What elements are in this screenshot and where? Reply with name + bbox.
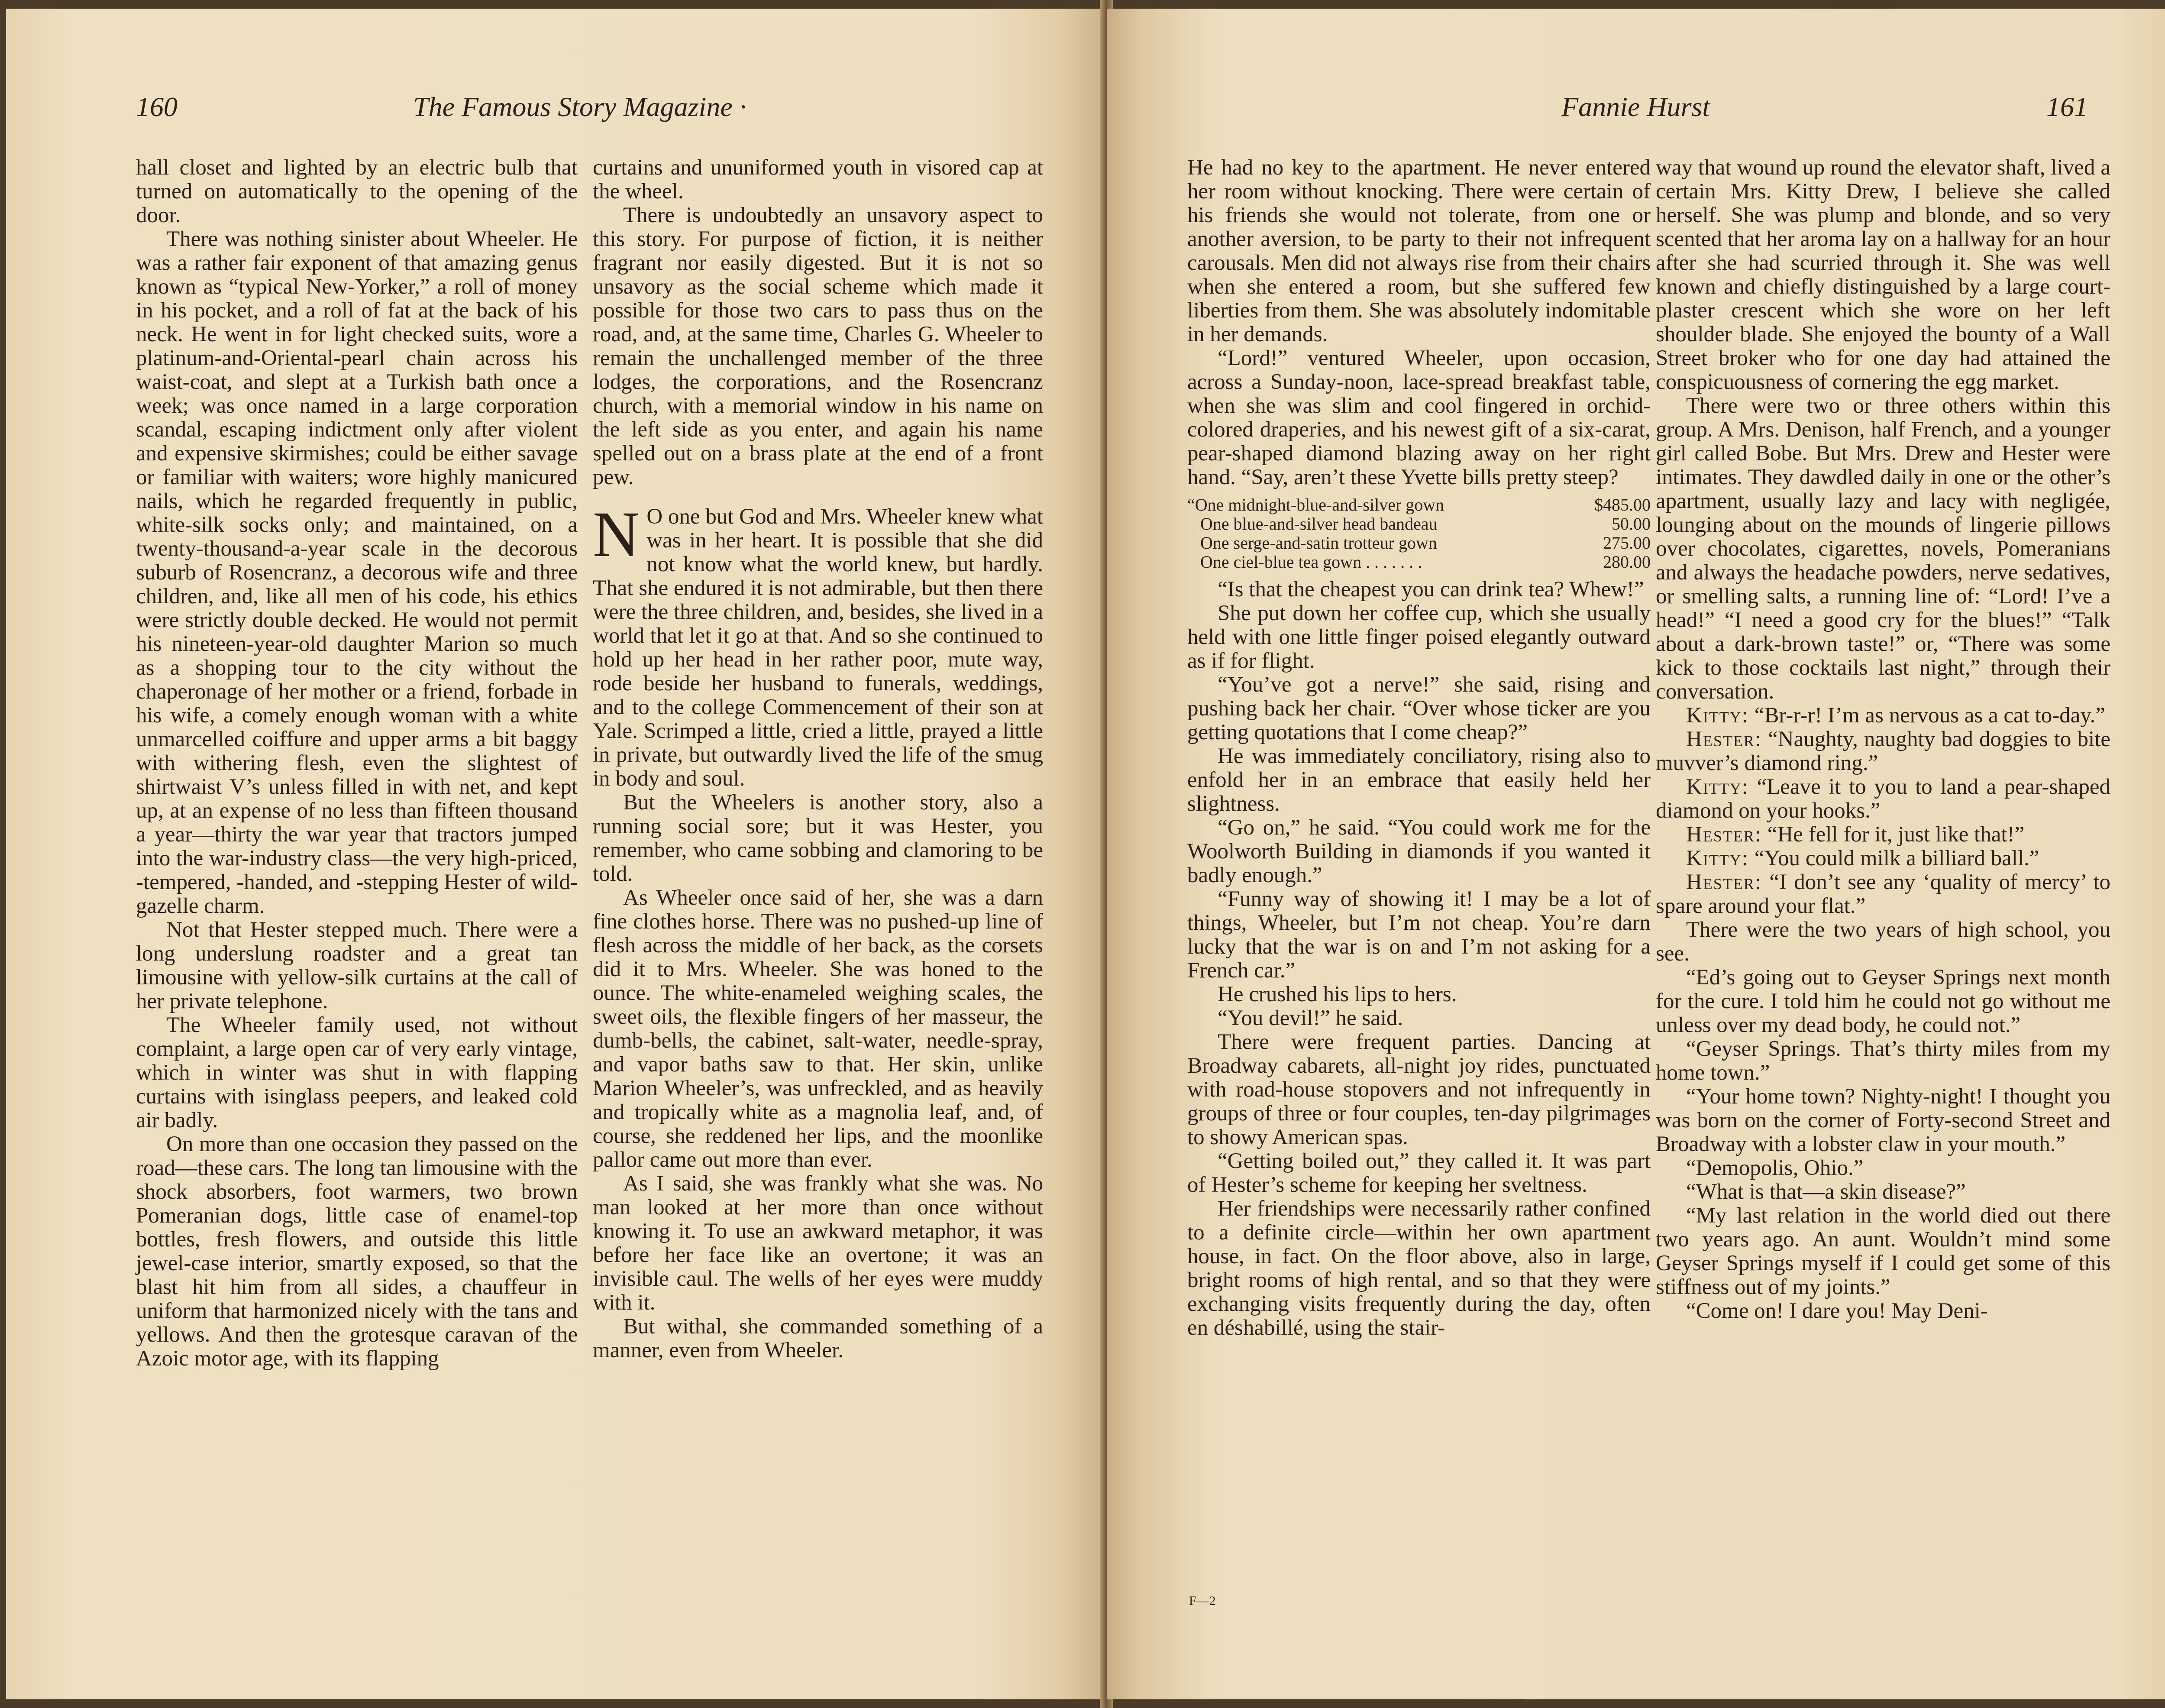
dialogue-line	[1656, 847, 2110, 870]
bill-amount: 50.00	[1612, 514, 1651, 534]
dialogue-text: “Naughty, naughty bad doggies to bite muvver’s diamond ring.”	[1656, 727, 2110, 775]
dialogue-line	[1656, 775, 2110, 823]
paragraph: As Wheeler once said of her, she was a darn fine clothes horse. There was no pushed-up line of flesh across the middle of her back, as the corsets did it to Mrs. Wheeler. She was honed to the ounce. The white-enameled weighing scales, the sweet oils, the flexible fingers of her masseur, the dumb-bells, the cabinet, salt-water, needle-spray, and vapor baths saw to that. Her skin, unlike Marion Wheeler’s, was unfreckled, and as heavily and tropically white as a magnolia leaf, and, of course, she reddened her lips, and the moonlike pallor came out more than ever.	[593, 886, 1043, 1172]
paragraph: “Ed’s going out to Geyser Springs next month for the cure. I told him he could not go without me unless over my dead body, he could not.”	[1656, 965, 2110, 1037]
paragraph: He had no key to the apartment. He never entered her room without knocking. There were certain of his friends she would not tolerate, from one or another aversion, to be party to their not infrequent carousals. Men did not always rise from their chairs when she entered a room, but she suffered few liberties from them. She was absolutely indomitable in her demands.	[1187, 155, 1651, 346]
dialogue-text: “Br-r-r! I’m as nervous as a cat to-day.”	[1748, 703, 2105, 728]
paragraph: “Demopolis, Ohio.”	[1686, 1156, 1864, 1180]
paragraph: “What is that—a skin disease?”	[1686, 1180, 1966, 1204]
paragraph: Not that Hester stepped much. There were a long underslung roadster and a great tan limousine with yellow-silk curtains at the call of her private telephone.	[136, 918, 578, 1013]
speaker-name: Hester:	[1686, 727, 1762, 751]
paragraph: “You devil!” he said.	[1218, 1006, 1403, 1030]
paragraph: “You’ve got a nerve!” she said, rising and pushing back her chair. “Over whose ticker are you getting quotations that I come cheap?”	[1187, 673, 1651, 744]
bill-row	[1187, 495, 1651, 514]
speaker-name: Hester:	[1686, 870, 1762, 894]
dropcap-letter: N	[593, 498, 640, 570]
running-head-right: Fannie Hurst	[1561, 91, 1710, 122]
bill-row	[1187, 553, 1651, 572]
paragraph: But the Wheelers is another story, also a running social sore; but it was Hester, you remember, who came sobbing and clamoring to be told.	[593, 790, 1043, 886]
bill-list	[1187, 495, 1651, 572]
bill-amount: $485.00	[1594, 495, 1651, 514]
paragraph: “Go on,” he said. “You could work me for the Woolworth Building in diamonds if you wanted it badly enough.”	[1187, 815, 1651, 887]
bill-row	[1187, 534, 1651, 553]
paragraph: hall closet and lighted by an electric bulb that turned on automatically to the opening of the door.	[136, 155, 578, 227]
dropcap-paragraph: N O one but God and Mrs. Wheeler knew what was in her heart. It is possible that she did not know what the world knew, but hardly. That she endured it is not admirable, but then there were the three children, and, besides, she lived in a world that let it go at that. And so she continued to hold up her head in her rather poor, mute way, rode beside her husband to funerals, weddings, and to the college Commencement of their son at Yale. Scrimped a little, cried a little, prayed a little in private, but outwardly lived the life of the smug in body and soul.	[593, 498, 1043, 791]
bill-item: “One midnight-blue-and-silver gown	[1187, 495, 1444, 514]
left-column-2	[593, 156, 1043, 1362]
bill-item: One blue-and-silver head bandeau	[1200, 514, 1438, 534]
speaker-name: Kitty:	[1686, 703, 1749, 728]
paragraph: There were the two years of high school, you see.	[1656, 918, 2110, 966]
speaker-name: Kitty:	[1686, 775, 1749, 799]
paragraph: There were two or three others within this group. A Mrs. Denison, half French, and a younger girl called Bobe. But Mrs. Drew and Hester were intimates. They dawdled daily in one or the other’s apartment, usually lazy and lacy with negligée, lounging about on the mounds of lingerie pillows over chocolates, cigarettes, novels, Pomeranians and always the headache powders, nerve sedatives, or smelling salts, a running line of: “Lord! I’ve a head!” “I need a good cry for the blues!” “Talk about a dark-brown taste!” or, “There was some kick to those cocktails last night,” through their conversation.	[1656, 394, 2110, 704]
paragraph: There were frequent parties. Dancing at Broadway cabarets, all-night joy rides, punctuated with road-house stopovers and not infrequently in groups of three or four couples, ten-day pilgrimages to showy American spas.	[1187, 1030, 1651, 1149]
paragraph: “Geyser Springs. That’s thirty miles from my home town.”	[1656, 1037, 2110, 1085]
bill-item: One ciel-blue tea gown . . . . . . .	[1200, 552, 1422, 572]
paragraph: She put down her coffee cup, which she usually held with one little finger poised elegantly outward as if for flight.	[1187, 601, 1651, 673]
paragraph: The Wheeler family used, not without complaint, a large open car of very early vintage, which in winter was shut in with flapping curtains with isinglass peepers, and leaked cold air badly.	[136, 1013, 578, 1132]
paragraph: But withal, she commanded something of a manner, even from Wheeler.	[593, 1314, 1043, 1362]
paragraph: He crushed his lips to hers.	[1218, 982, 1457, 1006]
speaker-name: Kitty:	[1686, 846, 1749, 870]
dialogue-line	[1656, 728, 2110, 775]
dialogue-text: “I don’t see any ‘quality of mercy’ to spare around your flat.”	[1656, 870, 2110, 918]
dialogue-text: “You could milk a billiard ball.”	[1748, 846, 2039, 870]
dialogue-text: “Leave it to you to land a pear-shaped diamond on your hooks.”	[1656, 775, 2110, 823]
right-page	[1107, 9, 2165, 1699]
dialogue-line	[1656, 823, 2110, 847]
paragraph: Her friendships were necessarily rather confined to a definite circle—within her own apartment house, in fact. On the floor above, also in large, bright rooms of high rental, and so that they were exchanging visits frequently during the day, often en déshabillé, using the stair-	[1187, 1197, 1651, 1340]
running-head-left: The Famous Story Magazine ·	[413, 91, 746, 122]
page-number-right: 161	[2046, 91, 2088, 122]
bill-row	[1187, 514, 1651, 534]
paragraph: “Getting boiled out,” they called it. It was part of Hester’s scheme for keeping her sveltness.	[1187, 1149, 1651, 1197]
paragraph: There was nothing sinister about Wheeler. He was a rather fair exponent of that amazing genus known as “typical New-Yorker,” a roll of money in his pocket, and a roll of fat at the back of his neck. He went in for light checked suits, wore a platinum-and-Oriental-pearl chain across his waist-coat, and slept at a Turkish bath once a week; was once named in a large corporation scandal, escaping indictment only after violent and expensive skirmishes; could be either savage or familiar with waiters; wore highly manicured nails, which he regarded frequently in public, white-silk socks only; and maintained, on a twenty-thousand-a-year scale in the decorous suburb of Rosencranz, a decorous wife and three children, and, like all men of his code, his ethics were strictly double decked. He would not permit his nineteen-year-old daughter Marion so much as a shopping tour to the city without the chaperonage of her mother or a friend, forbade in his wife, a comely enough woman with a white unmarcelled coiffure and upper arms a bit baggy with withering flesh, even the slightest of shirtwaist V’s unless filled in with net, and kept up, at an expense of no less than fifteen thousand a year—thirty the war year that tractors jumped into the war-industry class—the very high-priced, -tempered, -handed, and -stepping Hester of wild-gazelle charm.	[136, 227, 578, 918]
paragraph: curtains and ununiformed youth in visored cap at the wheel.	[593, 155, 1043, 204]
left-page	[6, 9, 1106, 1699]
dialogue-line	[1656, 704, 2110, 728]
page-number-left: 160	[136, 91, 178, 122]
bill-item: One serge-and-satin trotteur gown	[1200, 533, 1437, 553]
paragraph: “Your home town? Nighty-night! I thought you was born on the corner of Forty-second Street and Broadway with a lobster claw in your mouth.”	[1656, 1084, 2110, 1156]
speaker-name: Hester:	[1686, 822, 1762, 847]
paragraph: “Lord!” ventured Wheeler, upon occasion, across a Sunday-noon, lace-spread breakfast table, when she was slim and cool fingered in orchid-colored draperies, and his newest gift of a six-carat, pear-shaped diamond blazing away on her right hand. “Say, aren’t these Yvette bills pretty steep?	[1187, 346, 1651, 489]
paragraph: On more than one occasion they passed on the road—these cars. The long tan limousine with the shock absorbers, foot warmers, two brown Pomeranian dogs, little case of enamel-top bottles, fresh flowers, and outside this little jewel-case interior, smartly exposed, so that the blast hit him from all sides, a chauffeur in uniform that harmonized nicely with the tans and yellows. And then the grotesque caravan of the Azoic motor age, with its flapping	[136, 1132, 578, 1371]
bill-amount: 280.00	[1603, 552, 1651, 572]
signature-mark: F—2	[1189, 1594, 1216, 1608]
right-column-2	[1656, 156, 2110, 1323]
paragraph: “Come on! I dare you! May Deni-	[1686, 1299, 1988, 1323]
paragraph: “Funny way of showing it! I may be a lot of things, Wheeler, but I’m not cheap. You’re darn lucky that the war is on and I’m not asking for a French car.”	[1187, 887, 1651, 983]
paragraph: He was immediately conciliatory, rising also to enfold her in an embrace that easily held her slightness.	[1187, 744, 1651, 816]
dialogue-line	[1656, 870, 2110, 918]
paragraph: “My last relation in the world died out there two years ago. An aunt. Wouldn’t mind some Geyser Springs myself if I could get some of this stiffness out of my joints.”	[1656, 1203, 2110, 1299]
right-column-1	[1187, 156, 1651, 1340]
paragraph: There is undoubtedly an unsavory aspect to this story. For purpose of fiction, it is neither fragrant nor easily digested. But it is not so unsavory as the social scheme which made it possible for those two cars to pass thus on the road, and, at the same time, Charles G. Wheeler to remain the unchallenged member of the three lodges, the corporations, and the Rosencranz church, with a memorial window in his name on the left side as you enter, and again his name spelled out on a brass plate at the end of a front pew.	[593, 203, 1043, 489]
paragraph: As I said, she was frankly what she was. No man looked at her more than once without knowing it. To use an awkward metaphor, it was before her face like an overtone; it was an invisible caul. The wells of her eyes were muddy with it.	[593, 1171, 1043, 1315]
paragraph: way that wound up round the elevator shaft, lived a certain Mrs. Kitty Drew, I believe she called herself. She was plump and blonde, and so very scented that her aroma lay on a hallway for an hour after she had scurried through it. She was well known and chiefly distinguished by a large court-plaster crescent which she wore on her left shoulder blade. She enjoyed the bounty of a Wall Street broker who for one day had attained the conspicuousness of cornering the egg market.	[1656, 155, 2110, 394]
paragraph: “Is that the cheapest you can drink tea? Whew!”	[1218, 577, 1644, 602]
left-column-1	[136, 156, 578, 1371]
dialogue-text: “He fell for it, just like that!”	[1762, 822, 2025, 847]
bill-amount: 275.00	[1603, 533, 1651, 553]
